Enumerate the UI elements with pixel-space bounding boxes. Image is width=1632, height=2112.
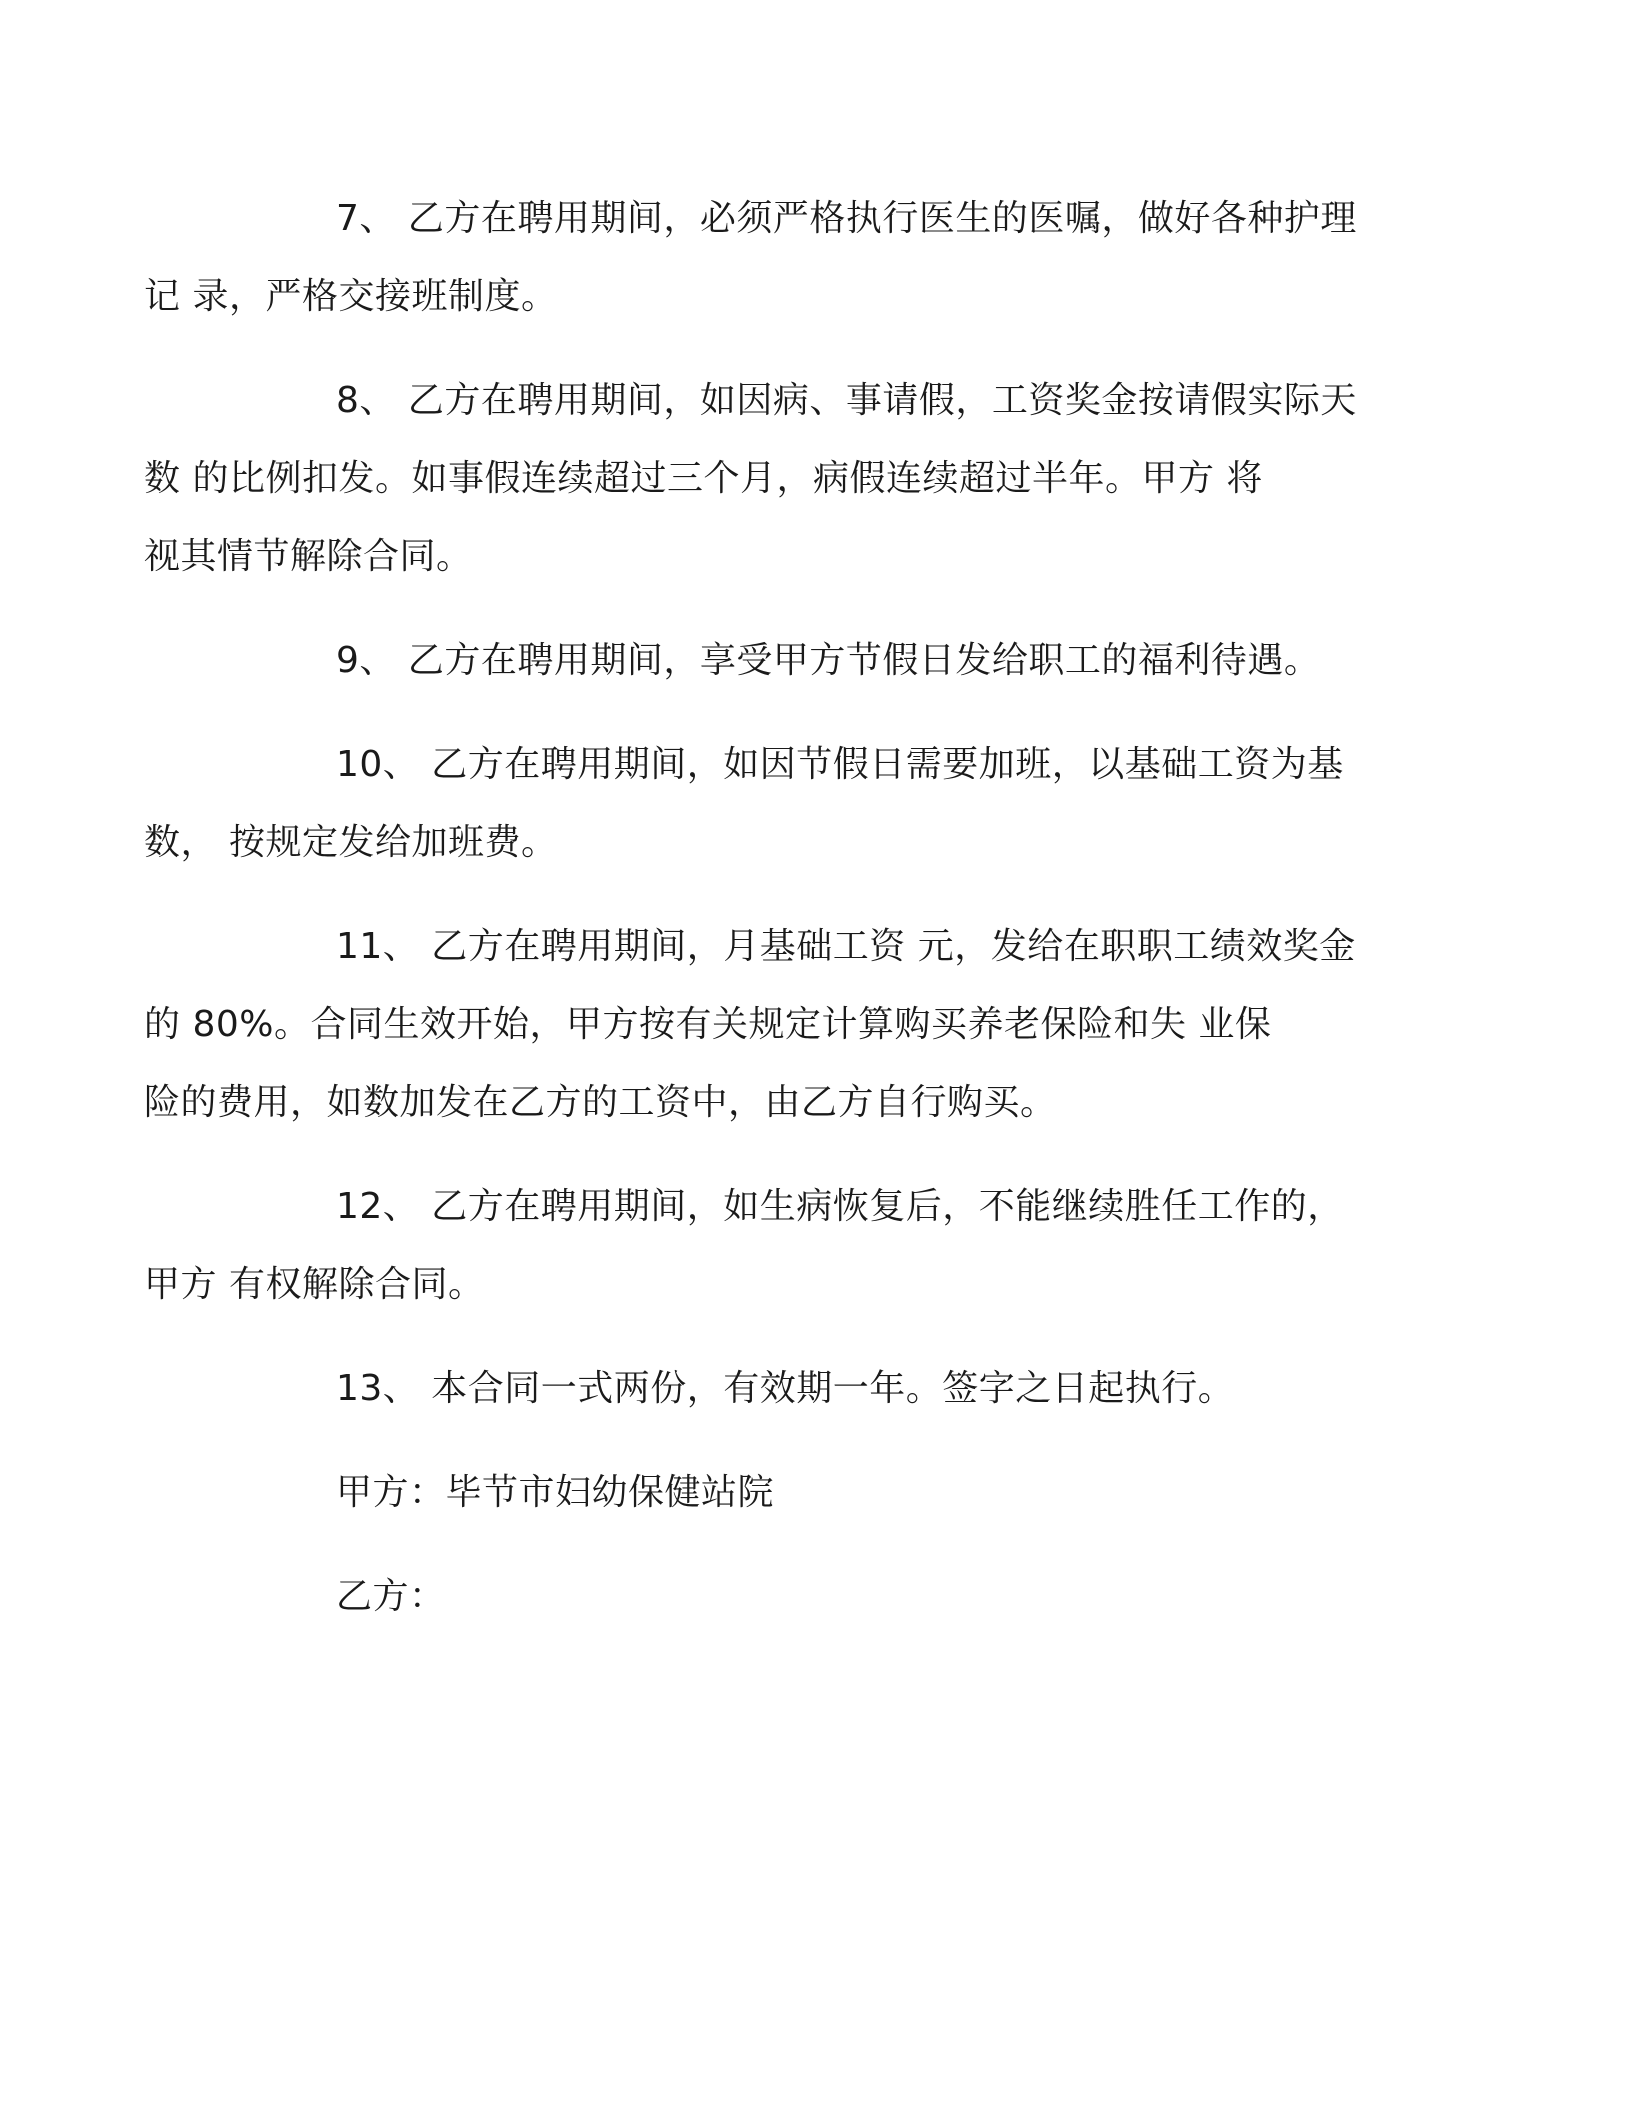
clause-line: 12、 乙方在聘用期间，如生病恢复后，不能继续胜任工作的， bbox=[336, 1186, 1344, 1227]
party-b-signature: 乙方： bbox=[336, 1576, 446, 1617]
clause-line: 的 80%。合同生效开始，甲方按有关规定计算购买养老保险和失 业保 bbox=[144, 1004, 1272, 1045]
clause-line: 9、 乙方在聘用期间，享受甲方节假日发给职工的福利待遇。 bbox=[336, 640, 1321, 681]
clause-10 bbox=[144, 726, 1370, 882]
clause-line: 数 的比例扣发。如事假连续超过三个月，病假连续超过半年。甲方 将 bbox=[144, 458, 1263, 499]
clause-7 bbox=[144, 180, 1370, 336]
clause-13 bbox=[240, 1350, 1370, 1428]
party-a-signature: 甲方：毕节市妇幼保健站院 bbox=[336, 1472, 775, 1513]
clause-line: 11、 乙方在聘用期间，月基础工资 元，发给在职职工绩效奖金 bbox=[336, 926, 1356, 967]
clause-12 bbox=[144, 1168, 1370, 1324]
clause-line: 7、 乙方在聘用期间，必须严格执行医生的医嘱，做好各种护理 bbox=[336, 198, 1357, 239]
clause-line: 数， 按规定发给加班费。 bbox=[144, 822, 558, 863]
clause-8 bbox=[144, 362, 1370, 596]
clause-line: 8、 乙方在聘用期间，如因病、事请假，工资奖金按请假实际天 bbox=[336, 380, 1357, 421]
clause-line: 甲方 有权解除合同。 bbox=[144, 1264, 485, 1305]
clause-line: 13、 本合同一式两份，有效期一年。签字之日起执行。 bbox=[336, 1368, 1235, 1409]
clause-line: 视其情节解除合同。 bbox=[144, 536, 473, 577]
clause-line: 10、 乙方在聘用期间，如因节假日需要加班，以基础工资为基 bbox=[336, 744, 1344, 785]
clause-line: 险的费用，如数加发在乙方的工资中，由乙方自行购买。 bbox=[144, 1082, 1057, 1123]
clause-line: 记 录，严格交接班制度。 bbox=[144, 276, 558, 317]
contract-page bbox=[144, 180, 1370, 1662]
clause-11 bbox=[144, 908, 1370, 1142]
clause-9 bbox=[240, 622, 1370, 700]
